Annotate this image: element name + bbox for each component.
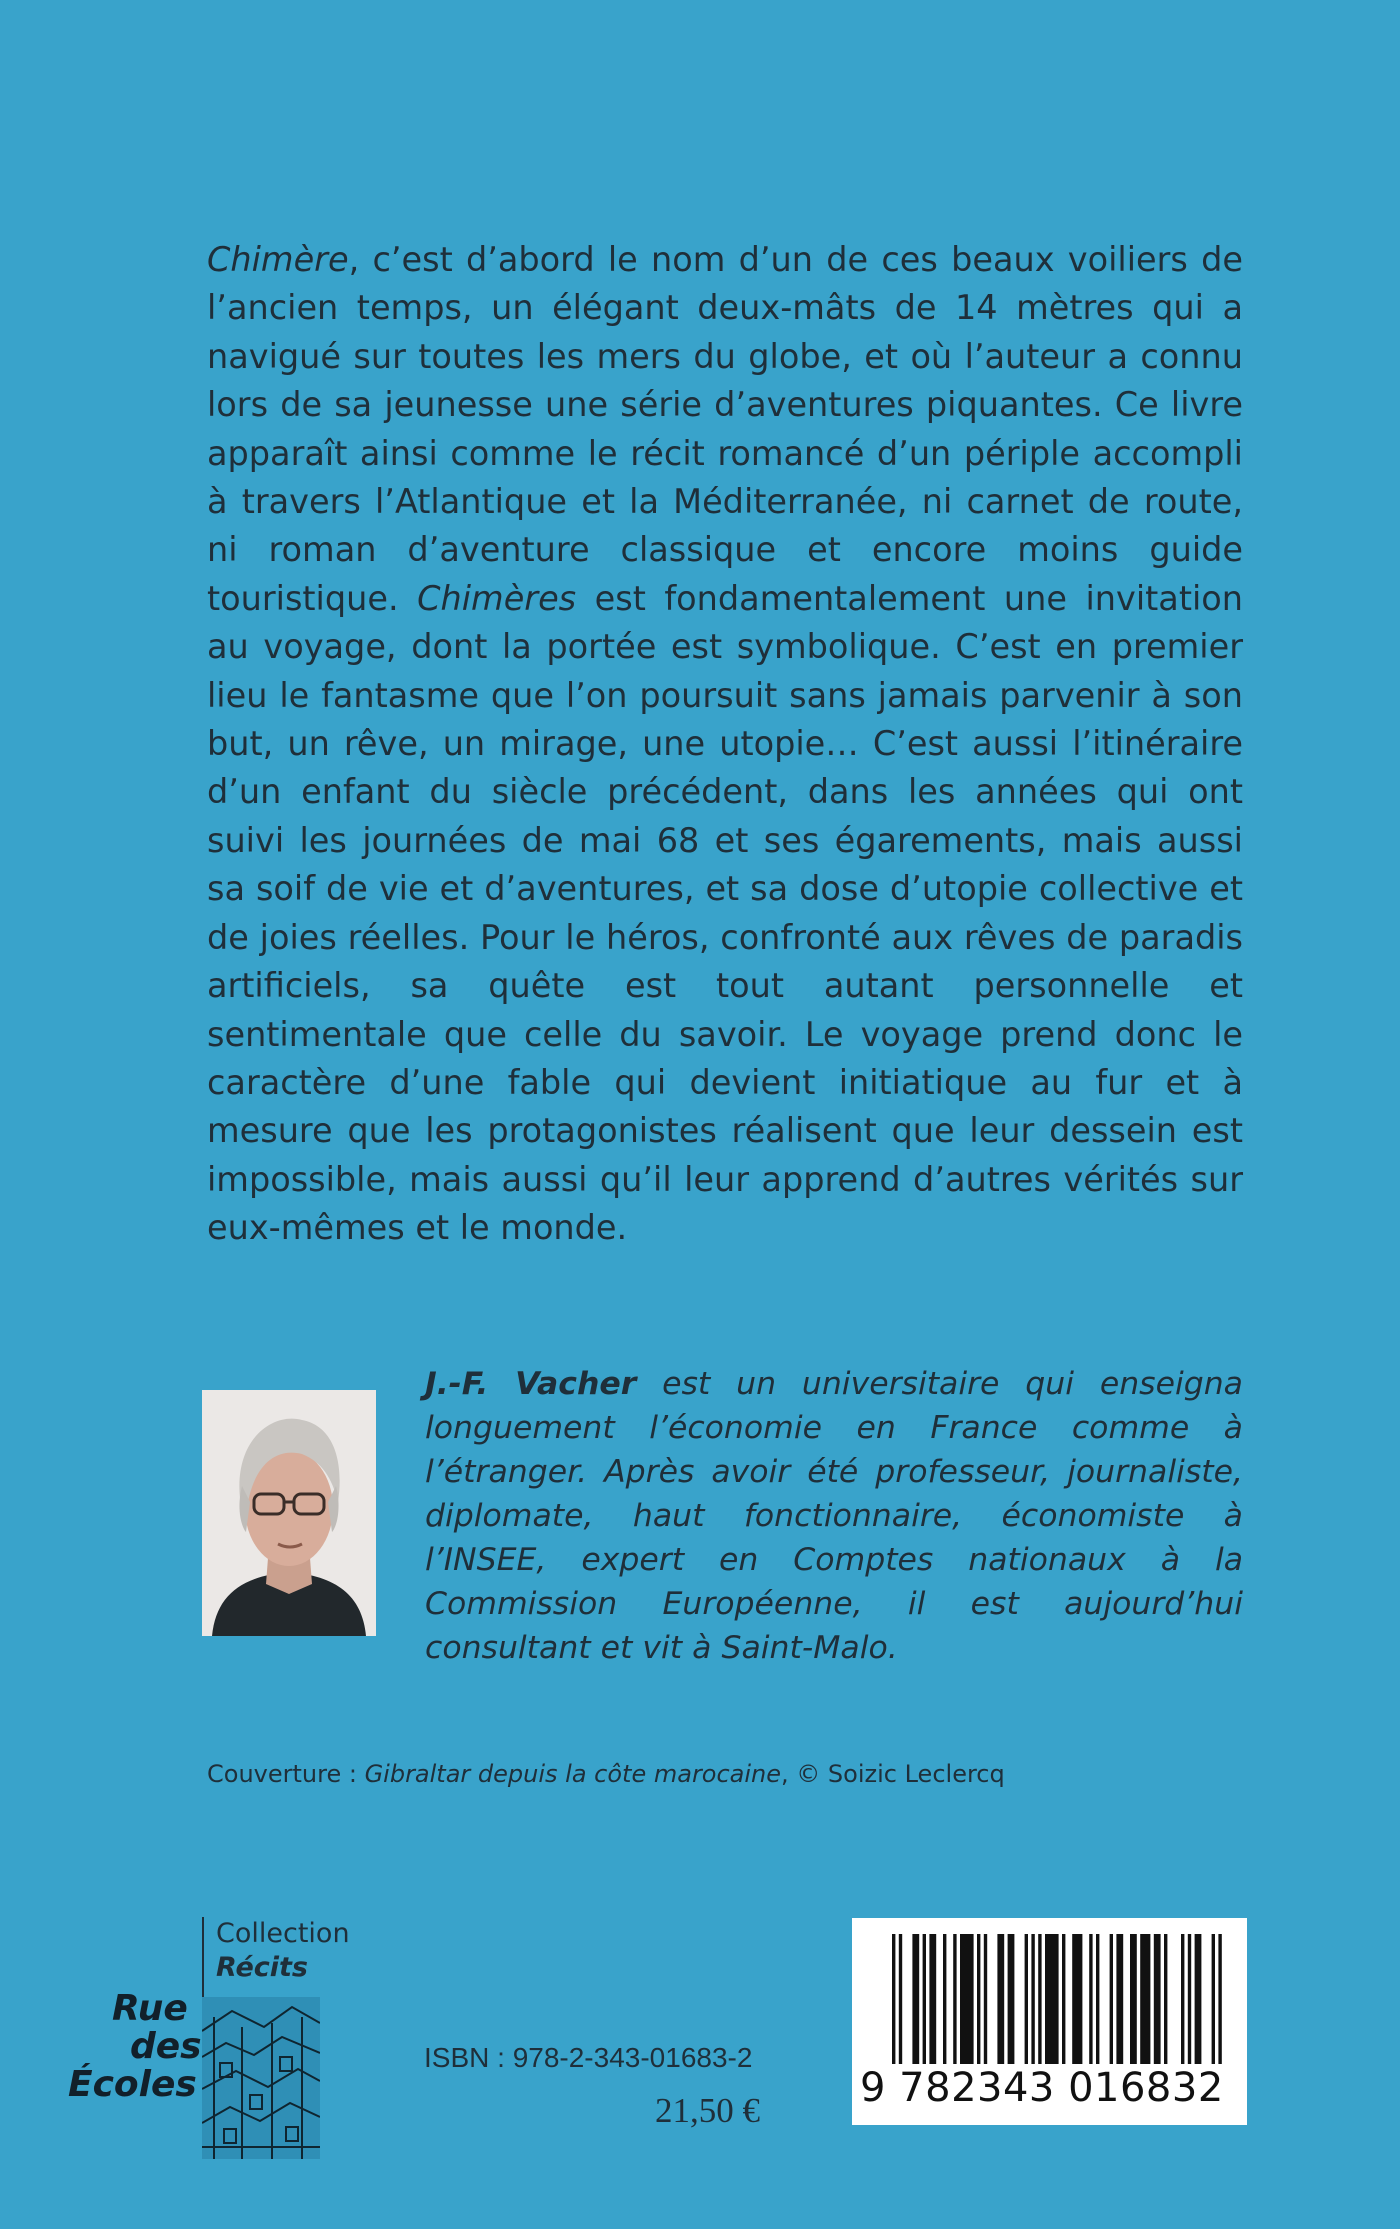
barcode-bar bbox=[1008, 1934, 1015, 2064]
barcode-digits: 9 782343 016832 bbox=[860, 2065, 1224, 2111]
barcode-bar bbox=[899, 1934, 902, 2064]
barcode-bar bbox=[997, 1934, 1004, 2064]
barcode-bar bbox=[1130, 1934, 1137, 2064]
blurb-text-part1: , c’est d’abord le nom d’un de ces beaux voiliers de l’ancien temps, un élégant deux-mâts de 14 mètres qui a navigué sur toutes les mers du globe, et où l’auteur a connu lors de sa jeunesse une série d’aventures piquantes. Ce livre apparaît ainsi comme le récit romancé d’un périple accompli à travers l’Atlantique et la Méditerranée, ni carnet de route, ni roman d’aventure classique et encore moins guide touristique. bbox=[207, 240, 1243, 618]
barcode-bar bbox=[1089, 1934, 1092, 2064]
barcode-bar bbox=[1031, 1934, 1034, 2064]
blurb-title-word: Chimère bbox=[207, 240, 349, 279]
barcode-bar bbox=[1218, 1934, 1221, 2064]
barcode-bar bbox=[1110, 1934, 1113, 2064]
author-portrait-image bbox=[202, 1390, 376, 1636]
barcode-bar bbox=[1164, 1934, 1167, 2064]
credit-work: Gibraltar depuis la côte marocaine bbox=[364, 1760, 782, 1788]
collection-name: Récits bbox=[216, 1952, 308, 1983]
author-name: J.-F. Vacher bbox=[425, 1366, 637, 1402]
barcode-bar bbox=[1096, 1934, 1099, 2064]
barcode-bar bbox=[1188, 1934, 1191, 2064]
blurb-text-part2: est fondamentalement une invitation au voyage, dont la portée est symbolique. C’est en premier lieu le fantasme que l’on poursuit sans jamais parvenir à son but, un rêve, un mirage, une utopie… C’est aussi l’itinéraire d’un enfant du siècle précédent, dans les années qui ont suivi les journées de mai 68 et ses égarements, mais aussi sa soif de vie et d’aventures, et sa dose d’utopie collective et de joies réelles. Pour le héros, confronté aux rêves de paradis artificiels, sa quête est tout autant personnelle et sentimentale que celle du savoir. Le voyage prend donc le caractère d’une fable qui devient initiatique au fur et à mesure que les protagonistes réalisent que leur dessein est impossible, mais aussi qu’il leur apprend d’autres vérités sur eux-mêmes et le monde. bbox=[207, 578, 1243, 1248]
barcode-bar bbox=[1025, 1934, 1028, 2064]
credit-suffix: , © Soizic Leclercq bbox=[781, 1760, 1005, 1788]
credit-prefix: Couverture : bbox=[207, 1760, 365, 1788]
logo-line-ecoles: Écoles bbox=[68, 2064, 197, 2105]
blurb-title-plural: Chimères bbox=[417, 578, 577, 618]
barcode-bar bbox=[1154, 1934, 1161, 2064]
isbn: ISBN : 978-2-343-01683-2 bbox=[424, 2042, 753, 2073]
barcode-bar bbox=[929, 1934, 936, 2064]
barcode-bar bbox=[943, 1934, 946, 2064]
barcode-bar bbox=[1038, 1934, 1041, 2064]
barcode-bar bbox=[977, 1934, 980, 2064]
author-photo bbox=[202, 1390, 376, 1636]
barcode-bar bbox=[892, 1934, 895, 2064]
barcode bbox=[852, 1918, 1247, 2125]
barcode-bar bbox=[1062, 1934, 1065, 2064]
barcode-bar bbox=[1045, 1934, 1059, 2064]
barcode-bar bbox=[1140, 1934, 1150, 2064]
logo-line-des: des bbox=[130, 2026, 202, 2067]
barcode-bar bbox=[953, 1934, 956, 2064]
book-blurb bbox=[207, 236, 1243, 1253]
barcode-bar bbox=[1181, 1934, 1184, 2064]
barcode-bar bbox=[1116, 1934, 1123, 2064]
publisher-logo bbox=[68, 1990, 218, 2104]
barcode-bar bbox=[912, 1934, 919, 2064]
barcode-bar bbox=[1195, 1934, 1202, 2064]
barcode-bar bbox=[984, 1934, 987, 2064]
barcode-bar bbox=[923, 1934, 926, 2064]
cover-credit bbox=[207, 1757, 1207, 1791]
collection-label: Collection bbox=[216, 1918, 350, 1949]
logo-line-rue: Rue bbox=[112, 1988, 188, 2029]
barcode-bar bbox=[960, 1934, 974, 2064]
price: 21,50 € bbox=[655, 2091, 760, 2130]
barcode-bar bbox=[1212, 1934, 1215, 2064]
author-bio-text: est un universitaire qui enseigna longuement l’économie en France comme à l’étranger. Après avoir été professeur, journaliste, diplomate, haut fonctionnaire, économiste à l’INSEE, expert en Comptes nationaux à la Commission Européenne, il est aujourd’hui consultant et vit à Saint-Malo. bbox=[425, 1366, 1243, 1666]
author-bio bbox=[425, 1362, 1243, 1670]
barcode-bar bbox=[1072, 1934, 1082, 2064]
